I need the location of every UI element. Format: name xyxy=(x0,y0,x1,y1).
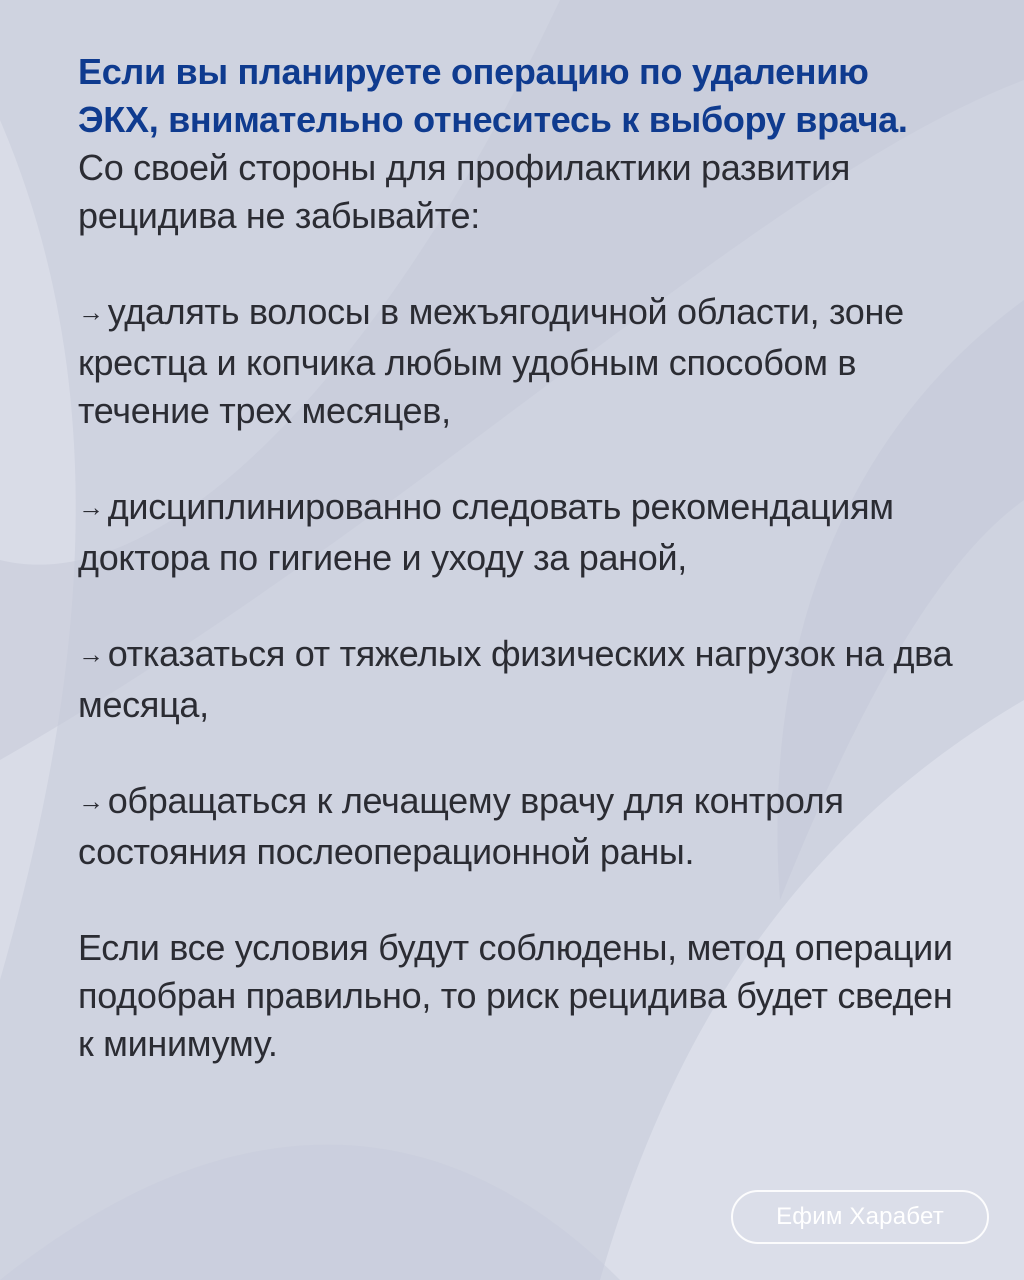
list-item-text: отказаться от тяжелых физических нагрузок на два месяца, xyxy=(78,633,953,725)
arrow-icon: → xyxy=(78,492,104,522)
arrow-icon: → xyxy=(78,786,104,816)
author-signature-badge: Ефим Харабет xyxy=(731,1190,989,1244)
list-item-text: дисциплинированно следовать рекомендациям доктора по гигиене и уходу за раной, xyxy=(78,486,894,578)
list-item-text: обращаться к лечащему врачу для контроля состояния послеоперационной раны. xyxy=(78,780,844,872)
article-text xyxy=(78,48,958,1068)
list-item-text: удалять волосы в межъягодичной области, зоне крестца и копчика любым удобным способом в течение трех месяцев, xyxy=(78,291,904,431)
list-item xyxy=(78,288,958,435)
list-item xyxy=(78,777,958,876)
intro-regular-text: Со своей стороны для профилактики развития рецидива не забывайте: xyxy=(78,147,851,236)
arrow-icon: → xyxy=(78,297,104,327)
intro-paragraph xyxy=(78,48,958,240)
list-item xyxy=(78,630,958,729)
arrow-icon: → xyxy=(78,639,104,669)
intro-bold-text: Если вы планируете операцию по удалению ЭКХ, внимательно отнеситесь к выбору врача. xyxy=(78,51,908,140)
list-item xyxy=(78,483,958,582)
conclusion-paragraph: Если все условия будут соблюдены, метод операции подобран правильно, то риск рецидива будет сведен к минимуму. xyxy=(78,927,953,1064)
